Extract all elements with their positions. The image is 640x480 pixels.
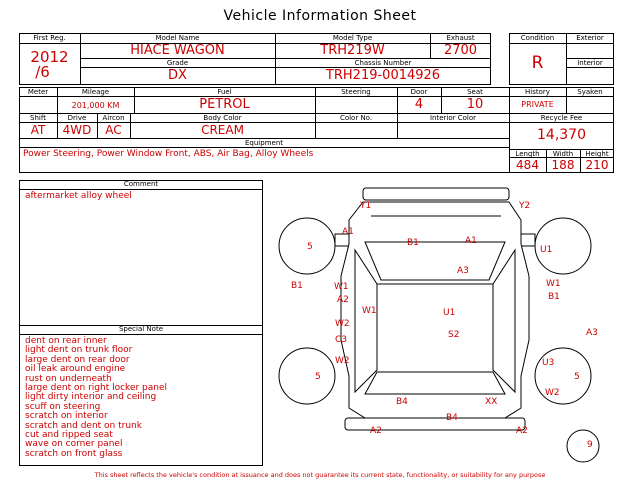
exterior-label: Exterior <box>576 34 604 42</box>
damage-mark: S2 <box>448 330 460 340</box>
list-item: scratch and dent on trunk <box>25 420 142 431</box>
damage-mark: U1 <box>443 308 456 318</box>
damage-mark: B1 <box>291 281 303 291</box>
list-item: rust on underneath <box>25 373 112 384</box>
interior-color-label: Interior Color <box>429 114 477 122</box>
damage-mark: B1 <box>407 238 419 248</box>
list-item: wave on corner panel <box>25 439 123 450</box>
height-label: Height <box>585 150 609 158</box>
height-value: 210 <box>585 158 609 172</box>
damage-mark: 5 <box>307 242 313 252</box>
color-no-label: Color No. <box>339 114 373 122</box>
list-item: large dent on rear door <box>25 354 130 365</box>
length-value: 484 <box>516 158 539 172</box>
seat-value: 10 <box>466 97 484 112</box>
steering-label: Steering <box>341 88 371 96</box>
list-item: light dent on trunk floor <box>25 345 133 356</box>
model-name-value: HIACE WAGON <box>130 43 225 58</box>
syaken-label: Syaken <box>577 88 603 96</box>
recycle-value: 14,370 <box>537 127 586 143</box>
damage-mark: W2 <box>335 319 350 329</box>
width-value: 188 <box>551 158 575 172</box>
first-reg-month: /6 <box>35 63 50 81</box>
fuel-value: PETROL <box>199 97 250 112</box>
grade-label: Grade <box>166 59 189 67</box>
front-bumper-outline <box>363 188 509 200</box>
fuel-label: Fuel <box>217 88 232 96</box>
damage-mark: A2 <box>370 426 382 436</box>
shift-value: AT <box>30 123 46 137</box>
page-title: Vehicle Information Sheet <box>223 8 417 24</box>
list-item: oil leak around engine <box>25 364 126 375</box>
comment-label: Comment <box>123 180 159 188</box>
door-value: 4 <box>414 97 424 112</box>
damage-mark: A2 <box>337 295 349 305</box>
damage-mark: B4 <box>396 397 408 407</box>
exhaust-value: 2700 <box>443 43 478 58</box>
drive-label: Drive <box>67 114 87 122</box>
model-name-label: Model Name <box>155 34 200 42</box>
damage-mark: 5 <box>315 372 321 382</box>
equipment-value: Power Steering, Power Window Front, ABS, Air Bag, Alloy Wheels <box>23 149 314 159</box>
condition-value: R <box>531 53 544 73</box>
damage-mark: W1 <box>362 306 377 316</box>
model-type-label: Model Type <box>332 34 373 42</box>
damage-mark: A1 <box>342 227 354 237</box>
damage-mark: W2 <box>335 356 350 366</box>
list-item: light dirty interior and ceiling <box>25 392 157 403</box>
damage-mark: C3 <box>335 335 348 345</box>
damage-mark: Y2 <box>519 201 531 211</box>
grade-value: DX <box>168 68 187 83</box>
shift-label: Shift <box>30 114 46 122</box>
damage-mark: Y1 <box>360 201 372 211</box>
car-diagram <box>265 180 615 466</box>
door-label: Door <box>410 88 428 96</box>
body-color-value: CREAM <box>201 123 244 137</box>
damage-mark: U3 <box>542 358 555 368</box>
damage-mark: B4 <box>446 413 458 423</box>
damage-mark: 9 <box>587 440 593 450</box>
width-label: Width <box>552 150 574 158</box>
damage-mark: A3 <box>457 266 469 276</box>
damage-mark: W1 <box>334 282 349 292</box>
seat-label: Seat <box>467 88 483 96</box>
history-value: PRIVATE <box>521 100 554 109</box>
special-note-label: Special Note <box>118 325 164 333</box>
history-label: History <box>525 88 550 96</box>
rear-window-outline <box>365 372 505 394</box>
aircon-value: AC <box>105 123 122 137</box>
windshield-outline <box>365 242 505 280</box>
damage-mark: XX <box>485 397 498 407</box>
meter-label: Meter <box>27 88 49 96</box>
list-item: scuff on steering <box>25 401 101 412</box>
length-label: Length <box>515 150 540 158</box>
mileage-label: Mileage <box>81 88 110 96</box>
wheel-rear-left-outline <box>279 348 335 404</box>
exhaust-label: Exhaust <box>446 34 475 42</box>
damage-mark: U1 <box>540 245 553 255</box>
side-mirror-right-outline <box>521 234 535 246</box>
list-item: dent on rear inner <box>25 336 107 346</box>
spare-tire-outline <box>567 430 599 462</box>
damage-mark: 5 <box>574 372 580 382</box>
damage-mark: A1 <box>465 236 477 246</box>
comment-text: aftermarket alloy wheel <box>25 191 132 201</box>
chassis-label: Chassis Number <box>354 59 412 67</box>
equipment-label: Equipment <box>245 139 283 147</box>
body-color-label: Body Color <box>203 114 242 122</box>
left-side-panel-outline <box>355 250 377 392</box>
damage-mark: A3 <box>586 328 598 338</box>
first-reg-label: First Reg. <box>33 34 66 42</box>
list-item: large dent on right locker panel <box>25 383 168 394</box>
damage-mark: W2 <box>545 388 560 398</box>
list-item: scratch on front glass <box>25 448 123 459</box>
model-type-value: TRH219W <box>320 43 385 58</box>
damage-mark: A2 <box>516 426 528 436</box>
drive-value: 4WD <box>62 123 92 137</box>
disclaimer-text: This sheet reflects the vehicle's condition at issuance and does not guarantee its current state, functionality, or suitability for any purpose <box>94 471 546 479</box>
damage-mark: B1 <box>548 292 560 302</box>
mileage-value: 201,000 KM <box>71 101 120 110</box>
list-item: scratch on interior <box>25 411 108 422</box>
right-side-panel-outline <box>493 250 515 392</box>
interior-label: Interior <box>577 59 603 67</box>
first-reg-year: 2012 <box>30 48 69 66</box>
chassis-value: TRH219-0014926 <box>325 68 441 83</box>
special-note-list <box>25 337 167 459</box>
recycle-label: Recycle Fee <box>540 114 583 122</box>
damage-mark: W1 <box>546 279 561 289</box>
wheel-rear-right-outline <box>535 348 591 404</box>
condition-label: Condition <box>520 34 555 42</box>
list-item: cut and ripped seat <box>25 430 113 441</box>
aircon-label: Aircon <box>102 114 125 122</box>
